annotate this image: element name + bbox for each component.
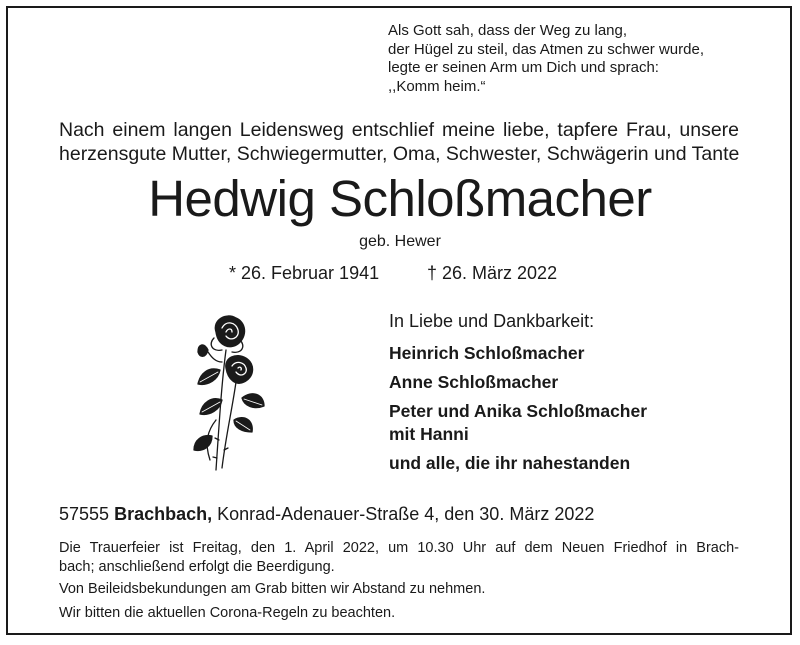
mourner-name: und alle, die ihr nahestanden xyxy=(389,453,631,473)
mourner-name: mit Hanni xyxy=(389,424,469,444)
thanks-line: In Liebe und Dankbarkeit: xyxy=(389,311,595,331)
intro-line-2: herzensgute Mutter, Schwiegermutter, Oma, Schwester, Schwägerin und Tante xyxy=(59,143,740,165)
birth-date: * 26. Februar 1941 xyxy=(229,263,380,283)
funeral-info-line-1: Die Trauerfeier ist Freitag, den 1. April 2022, um 10.30 Uhr auf dem Neuen Friedhof in Brach- xyxy=(59,540,739,556)
place-address-date: Konrad-Adenauer-Straße 4, den 30. März 2022 xyxy=(217,504,595,524)
place-and-date xyxy=(59,503,594,525)
poem-line: Als Gott sah, dass der Weg zu lang, xyxy=(388,22,628,39)
funeral-info xyxy=(59,539,739,577)
funeral-info-line-2: bach; anschließend erfolgt die Beerdigung. xyxy=(59,559,335,575)
place-town: Brachbach, xyxy=(114,504,213,524)
deceased-name: Hedwig Schloßmacher xyxy=(148,170,652,227)
rose-icon xyxy=(186,310,266,472)
place-zip: 57555 xyxy=(59,504,110,524)
mourner-name: Heinrich Schloßmacher xyxy=(389,343,585,363)
mourner-name: Peter und Anika Schloßmacher xyxy=(389,401,648,421)
death-date: † 26. März 2022 xyxy=(427,263,558,283)
mourner-name: Anne Schloßmacher xyxy=(389,372,559,392)
poem-line: legte er seinen Arm um Dich und sprach: xyxy=(388,59,659,76)
poem-line: ,,Komm heim.“ xyxy=(388,77,486,95)
condolence-info: Von Beileidsbekundungen am Grab bitten wir Abstand zu nehmen. xyxy=(59,581,486,597)
maiden-name: geb. Hewer xyxy=(359,233,441,250)
poem xyxy=(388,22,704,96)
poem-line: der Hügel zu steil, das Atmen zu schwer wurde, xyxy=(388,40,704,58)
intro-line-1: Nach einem langen Leidensweg entschlief meine liebe, tapfere Frau, unsere xyxy=(59,119,739,141)
corona-info: Wir bitten die aktuellen Corona-Regeln zu beachten. xyxy=(59,605,396,621)
